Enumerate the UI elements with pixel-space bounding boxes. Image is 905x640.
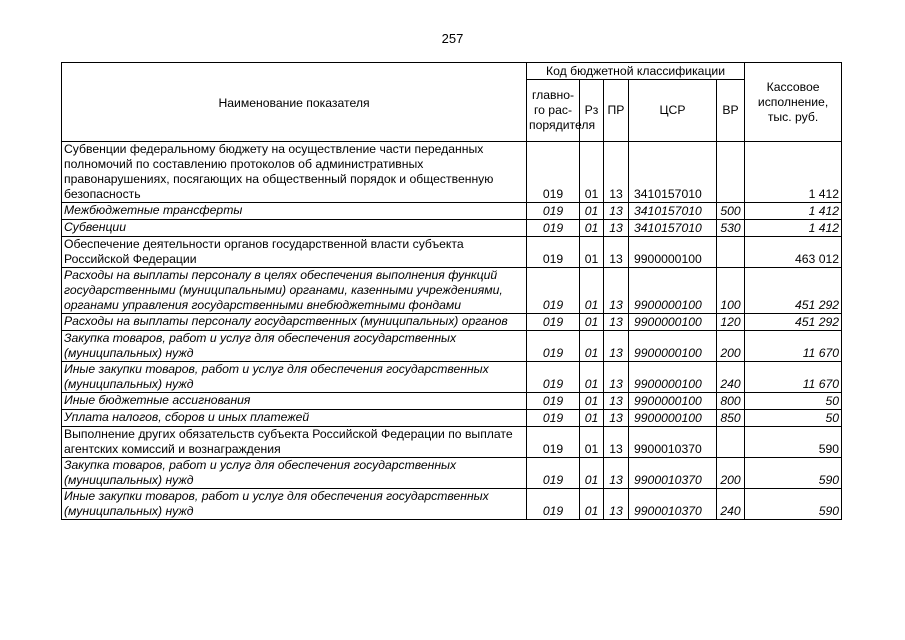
cell-vr xyxy=(717,427,745,458)
cell-kassa: 11 670 xyxy=(745,362,842,393)
cell-glavny: 019 xyxy=(527,410,580,427)
cell-csr: 3410157010 xyxy=(629,142,717,203)
cell-rz: 01 xyxy=(580,331,604,362)
cell-pr: 13 xyxy=(604,314,629,331)
table-row xyxy=(62,268,842,314)
table-row xyxy=(62,458,842,489)
header-rz: Рз xyxy=(580,80,604,142)
cell-glavny: 019 xyxy=(527,489,580,520)
header-glavny: главно-го рас-порядителя xyxy=(527,80,580,142)
cell-pr: 13 xyxy=(604,331,629,362)
cell-csr: 3410157010 xyxy=(629,220,717,237)
cell-pr: 13 xyxy=(604,427,629,458)
cell-glavny: 019 xyxy=(527,142,580,203)
cell-name: Иные закупки товаров, работ и услуг для обеспечения государственных (муниципальных) нужд xyxy=(62,489,527,520)
cell-kassa: 50 xyxy=(745,410,842,427)
cell-csr: 9900000100 xyxy=(629,314,717,331)
cell-rz: 01 xyxy=(580,362,604,393)
table-row xyxy=(62,142,842,203)
cell-csr: 9900010370 xyxy=(629,489,717,520)
cell-rz: 01 xyxy=(580,268,604,314)
cell-csr: 9900000100 xyxy=(629,237,717,268)
cell-vr: 850 xyxy=(717,410,745,427)
cell-rz: 01 xyxy=(580,393,604,410)
cell-csr: 9900000100 xyxy=(629,362,717,393)
cell-pr: 13 xyxy=(604,203,629,220)
cell-rz: 01 xyxy=(580,458,604,489)
table-row xyxy=(62,314,842,331)
cell-glavny: 019 xyxy=(527,268,580,314)
cell-glavny: 019 xyxy=(527,237,580,268)
cell-name: Выполнение других обязательств субъекта Российской Федерации по выплате агентских комиссий и вознаграждения xyxy=(62,427,527,458)
cell-glavny: 019 xyxy=(527,331,580,362)
cell-pr: 13 xyxy=(604,458,629,489)
cell-rz: 01 xyxy=(580,220,604,237)
cell-name: Обеспечение деятельности органов государственной власти субъекта Российской Федерации xyxy=(62,237,527,268)
cell-vr xyxy=(717,237,745,268)
header-vr: ВР xyxy=(717,80,745,142)
table-row xyxy=(62,220,842,237)
cell-name: Иные бюджетные ассигнования xyxy=(62,393,527,410)
cell-rz: 01 xyxy=(580,203,604,220)
cell-name: Межбюджетные трансферты xyxy=(62,203,527,220)
header-csr: ЦСР xyxy=(629,80,717,142)
budget-execution-table xyxy=(61,62,842,520)
cell-rz: 01 xyxy=(580,142,604,203)
cell-csr: 3410157010 xyxy=(629,203,717,220)
cell-name: Расходы на выплаты персоналу государственных (муниципальных) органов xyxy=(62,314,527,331)
cell-glavny: 019 xyxy=(527,427,580,458)
cell-kassa: 50 xyxy=(745,393,842,410)
table-row xyxy=(62,427,842,458)
cell-rz: 01 xyxy=(580,410,604,427)
cell-kassa: 11 670 xyxy=(745,331,842,362)
cell-pr: 13 xyxy=(604,362,629,393)
cell-pr: 13 xyxy=(604,489,629,520)
cell-glavny: 019 xyxy=(527,458,580,489)
table-row xyxy=(62,362,842,393)
table-row xyxy=(62,489,842,520)
cell-pr: 13 xyxy=(604,410,629,427)
cell-pr: 13 xyxy=(604,237,629,268)
cell-csr: 9900010370 xyxy=(629,458,717,489)
cell-kassa: 451 292 xyxy=(745,314,842,331)
cell-name: Уплата налогов, сборов и иных платежей xyxy=(62,410,527,427)
table-row xyxy=(62,393,842,410)
table-row xyxy=(62,237,842,268)
cell-pr: 13 xyxy=(604,393,629,410)
page-number: 257 xyxy=(441,31,464,46)
table-row xyxy=(62,331,842,362)
header-kassa: Кассовое исполнение, тыс. руб. xyxy=(745,63,842,142)
cell-kassa: 463 012 xyxy=(745,237,842,268)
cell-glavny: 019 xyxy=(527,220,580,237)
table-body xyxy=(62,142,842,520)
cell-vr: 240 xyxy=(717,362,745,393)
cell-csr: 9900010370 xyxy=(629,427,717,458)
cell-name: Иные закупки товаров, работ и услуг для обеспечения государственных (муниципальных) нужд xyxy=(62,362,527,393)
table-header xyxy=(62,63,842,142)
cell-vr: 120 xyxy=(717,314,745,331)
cell-rz: 01 xyxy=(580,489,604,520)
cell-kassa: 590 xyxy=(745,489,842,520)
cell-kassa: 1 412 xyxy=(745,142,842,203)
cell-name: Закупка товаров, работ и услуг для обеспечения государственных (муниципальных) нужд xyxy=(62,331,527,362)
cell-vr: 500 xyxy=(717,203,745,220)
header-pr: ПР xyxy=(604,80,629,142)
cell-pr: 13 xyxy=(604,268,629,314)
cell-vr: 100 xyxy=(717,268,745,314)
cell-kassa: 590 xyxy=(745,458,842,489)
table-row xyxy=(62,203,842,220)
cell-csr: 9900000100 xyxy=(629,331,717,362)
cell-glavny: 019 xyxy=(527,203,580,220)
cell-name: Субвенции xyxy=(62,220,527,237)
cell-rz: 01 xyxy=(580,314,604,331)
cell-glavny: 019 xyxy=(527,314,580,331)
cell-rz: 01 xyxy=(580,427,604,458)
cell-vr xyxy=(717,142,745,203)
cell-vr: 200 xyxy=(717,331,745,362)
table-row xyxy=(62,410,842,427)
cell-rz: 01 xyxy=(580,237,604,268)
cell-kassa: 1 412 xyxy=(745,220,842,237)
cell-name: Расходы на выплаты персоналу в целях обеспечения выполнения функций государственными (муниципальными) органами, казенными учреждениями, органами управления государственными внебюджетными фондами xyxy=(62,268,527,314)
cell-kassa: 1 412 xyxy=(745,203,842,220)
cell-kassa: 451 292 xyxy=(745,268,842,314)
cell-vr: 240 xyxy=(717,489,745,520)
cell-vr: 200 xyxy=(717,458,745,489)
cell-kassa: 590 xyxy=(745,427,842,458)
cell-name: Закупка товаров, работ и услуг для обеспечения государственных (муниципальных) нужд xyxy=(62,458,527,489)
cell-vr: 530 xyxy=(717,220,745,237)
cell-csr: 9900000100 xyxy=(629,393,717,410)
cell-glavny: 019 xyxy=(527,393,580,410)
cell-csr: 9900000100 xyxy=(629,268,717,314)
cell-pr: 13 xyxy=(604,220,629,237)
cell-name: Субвенции федеральному бюджету на осуществление части переданных полномочий по составлению протоколов об административных правонарушениях, посягающих на общественный порядок и общественную безопасность xyxy=(62,142,527,203)
header-code-group: Код бюджетной классификации xyxy=(527,63,745,80)
cell-csr: 9900000100 xyxy=(629,410,717,427)
cell-vr: 800 xyxy=(717,393,745,410)
cell-glavny: 019 xyxy=(527,362,580,393)
header-name: Наименование показателя xyxy=(62,63,527,142)
cell-pr: 13 xyxy=(604,142,629,203)
